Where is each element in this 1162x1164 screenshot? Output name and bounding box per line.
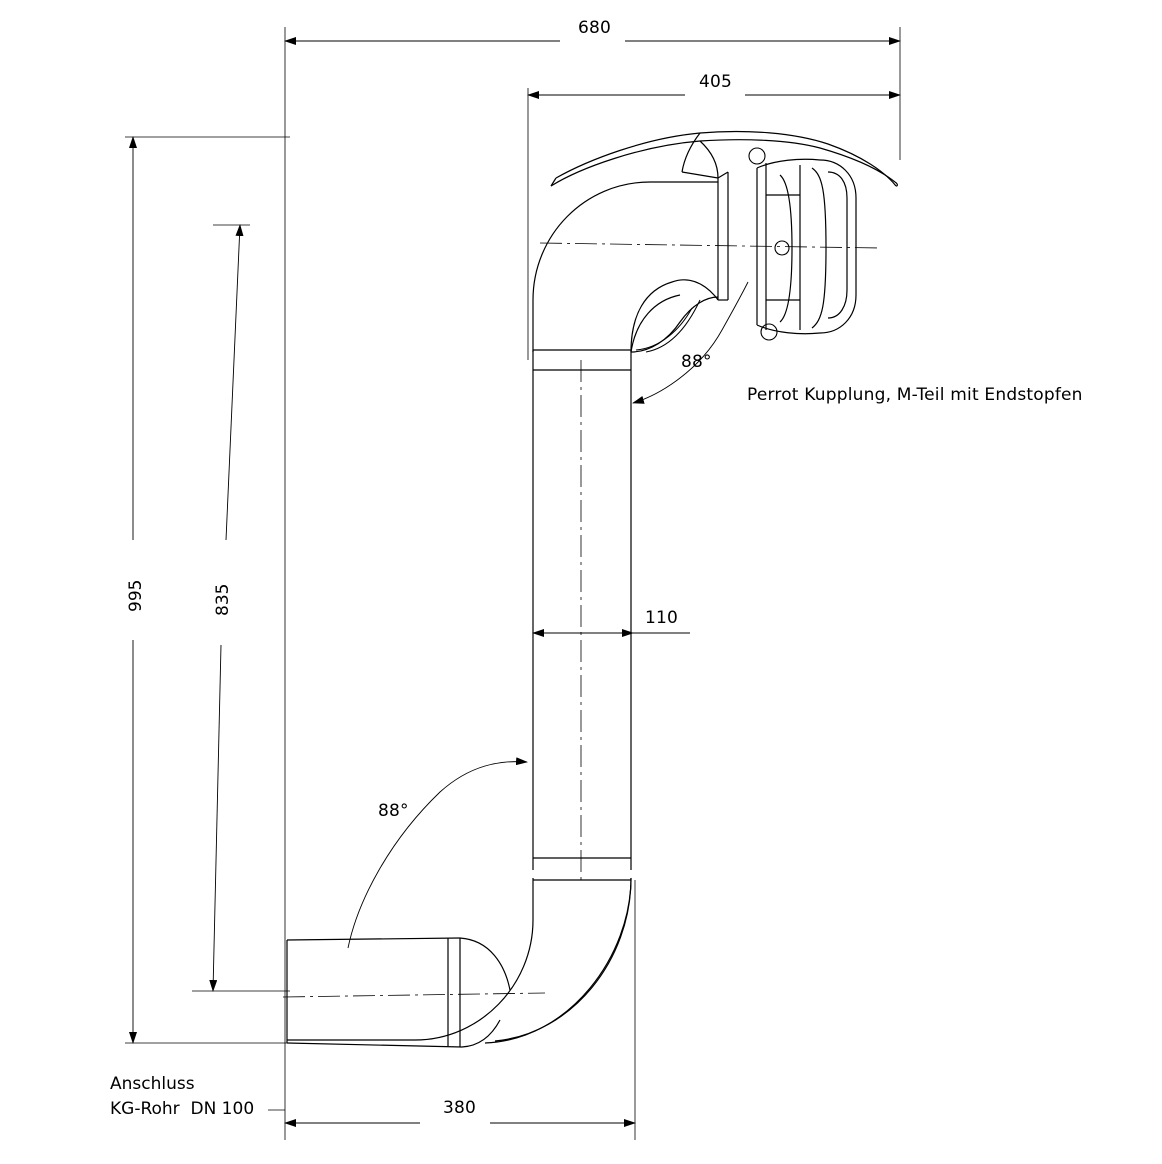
dimension-label-405: 405: [699, 72, 733, 92]
upper-bend: [533, 182, 718, 352]
vertical-pipe: [533, 350, 631, 880]
coupling-lever: [551, 131, 897, 186]
angle-leader-upper: [633, 282, 748, 403]
center-lines: [283, 243, 880, 997]
bottom-socket: [287, 938, 510, 1047]
dimension-label-380: 380: [443, 1098, 477, 1118]
coupling-neck: [718, 172, 728, 300]
dimension-label-835: 835: [213, 583, 233, 616]
upper-bend-detail: [636, 300, 700, 352]
dimension-label-110: 110: [645, 608, 679, 628]
coupling-bolts: [749, 148, 789, 340]
dimension-label-995: 995: [126, 579, 146, 612]
coupling-annotation: Perrot Kupplung, M-Teil mit Endstopfen: [747, 385, 1083, 405]
extension-lines: [125, 27, 900, 1140]
lower-bend: [287, 878, 631, 1043]
connection-note-line2: KG-Rohr DN 100: [110, 1099, 255, 1119]
angle-label-upper: 88°: [681, 352, 712, 372]
connection-note-line1: Anschluss: [110, 1074, 195, 1094]
angle-leader-lower: [348, 762, 527, 948]
dimension-label-680: 680: [578, 18, 612, 38]
angle-label-lower: 88°: [378, 801, 409, 821]
